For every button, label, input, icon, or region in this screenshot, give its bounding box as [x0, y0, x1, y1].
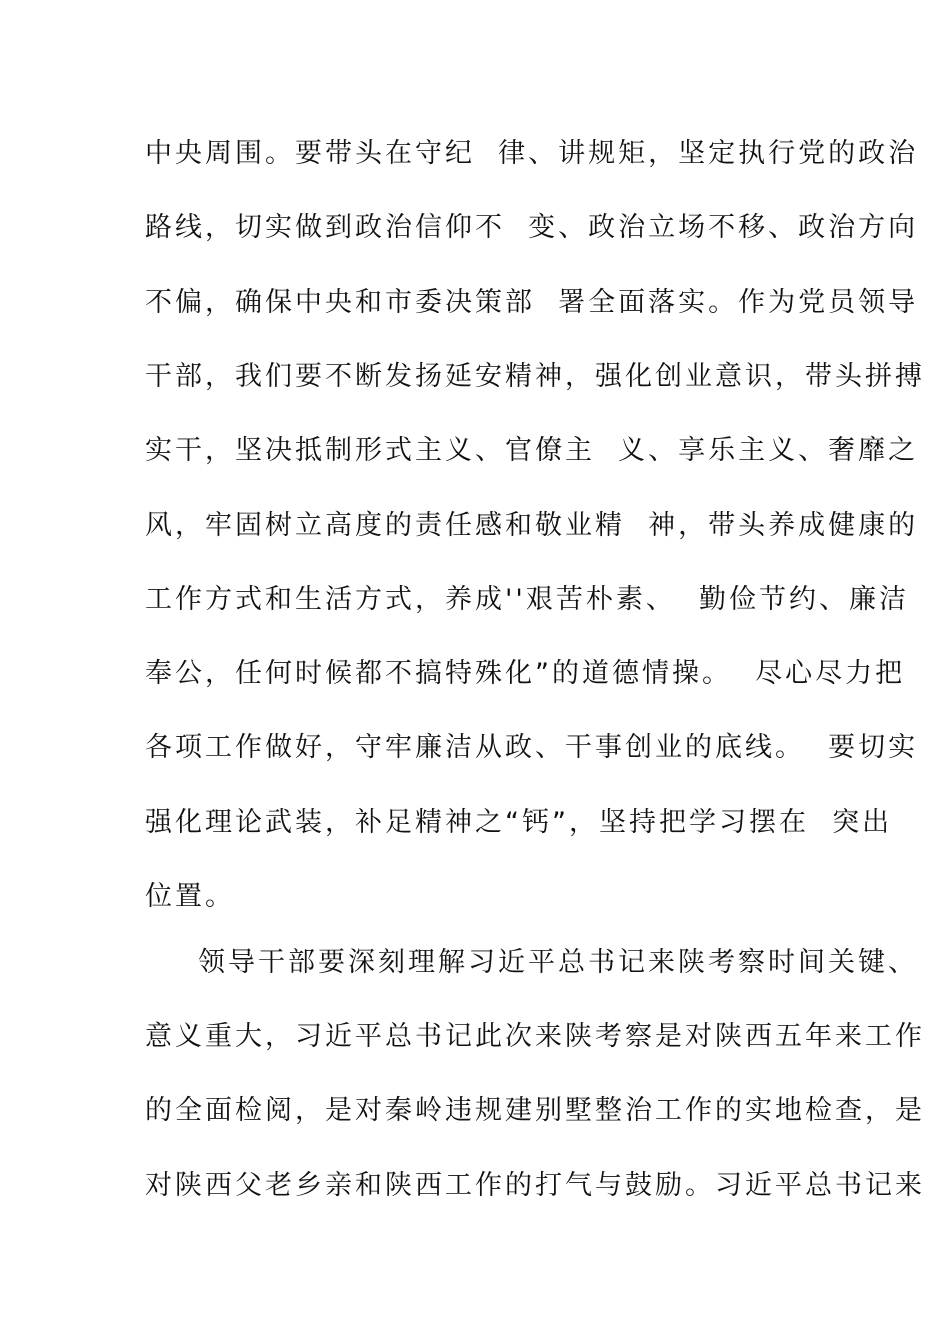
text-line-13: 意义重大，习近平总书记此次来陕考察是对陕西五年来工作 — [145, 1021, 925, 1052]
text-line-14: 的全面检阅，是对秦岭违规建别墅整治工作的实地检查，是 — [145, 1095, 925, 1126]
text-line-10: 强化理论武装，补足精神之“钙”，坚持把学习摆在 突出 — [145, 807, 893, 838]
paragraph-2-first-line: 领导干部要深刻理解习近平总书记来陕考察时间关键、 — [198, 947, 918, 978]
text-line-5: 实干，坚决抵制形式主义、官僚主 义、享乐主义、奢靡之 — [145, 435, 919, 466]
text-line-4: 干部，我们要不断发扬延安精神，强化创业意识，带头拼搏 — [145, 361, 925, 392]
text-line-9: 各项工作做好，守牢廉洁从政、干事创业的底线。 要切实 — [145, 732, 919, 763]
text-line-6: 风，牢固树立高度的责任感和敬业精 神，带头养成健康的 — [145, 510, 919, 541]
text-line-11: 位置。 — [145, 881, 235, 912]
text-line-8: 奉公，任何时候都不搞特殊化”的道德情操。 尽心尽力把 — [145, 658, 906, 689]
text-line-7: 工作方式和生活方式，养成''艰苦朴素、 勤俭节约、廉洁 — [145, 584, 910, 615]
text-line-15: 对陕西父老乡亲和陕西工作的打气与鼓励。习近平总书记来 — [145, 1170, 925, 1201]
text-line-1: 中央周围。要带头在守纪 律、讲规矩，坚定执行党的政治 — [145, 138, 919, 169]
text-line-2: 路线，切实做到政治信仰不 变、政治立场不移、政治方向 — [145, 212, 919, 243]
text-line-3: 不偏，确保中央和市委决策部 署全面落实。作为党员领导 — [145, 287, 919, 318]
